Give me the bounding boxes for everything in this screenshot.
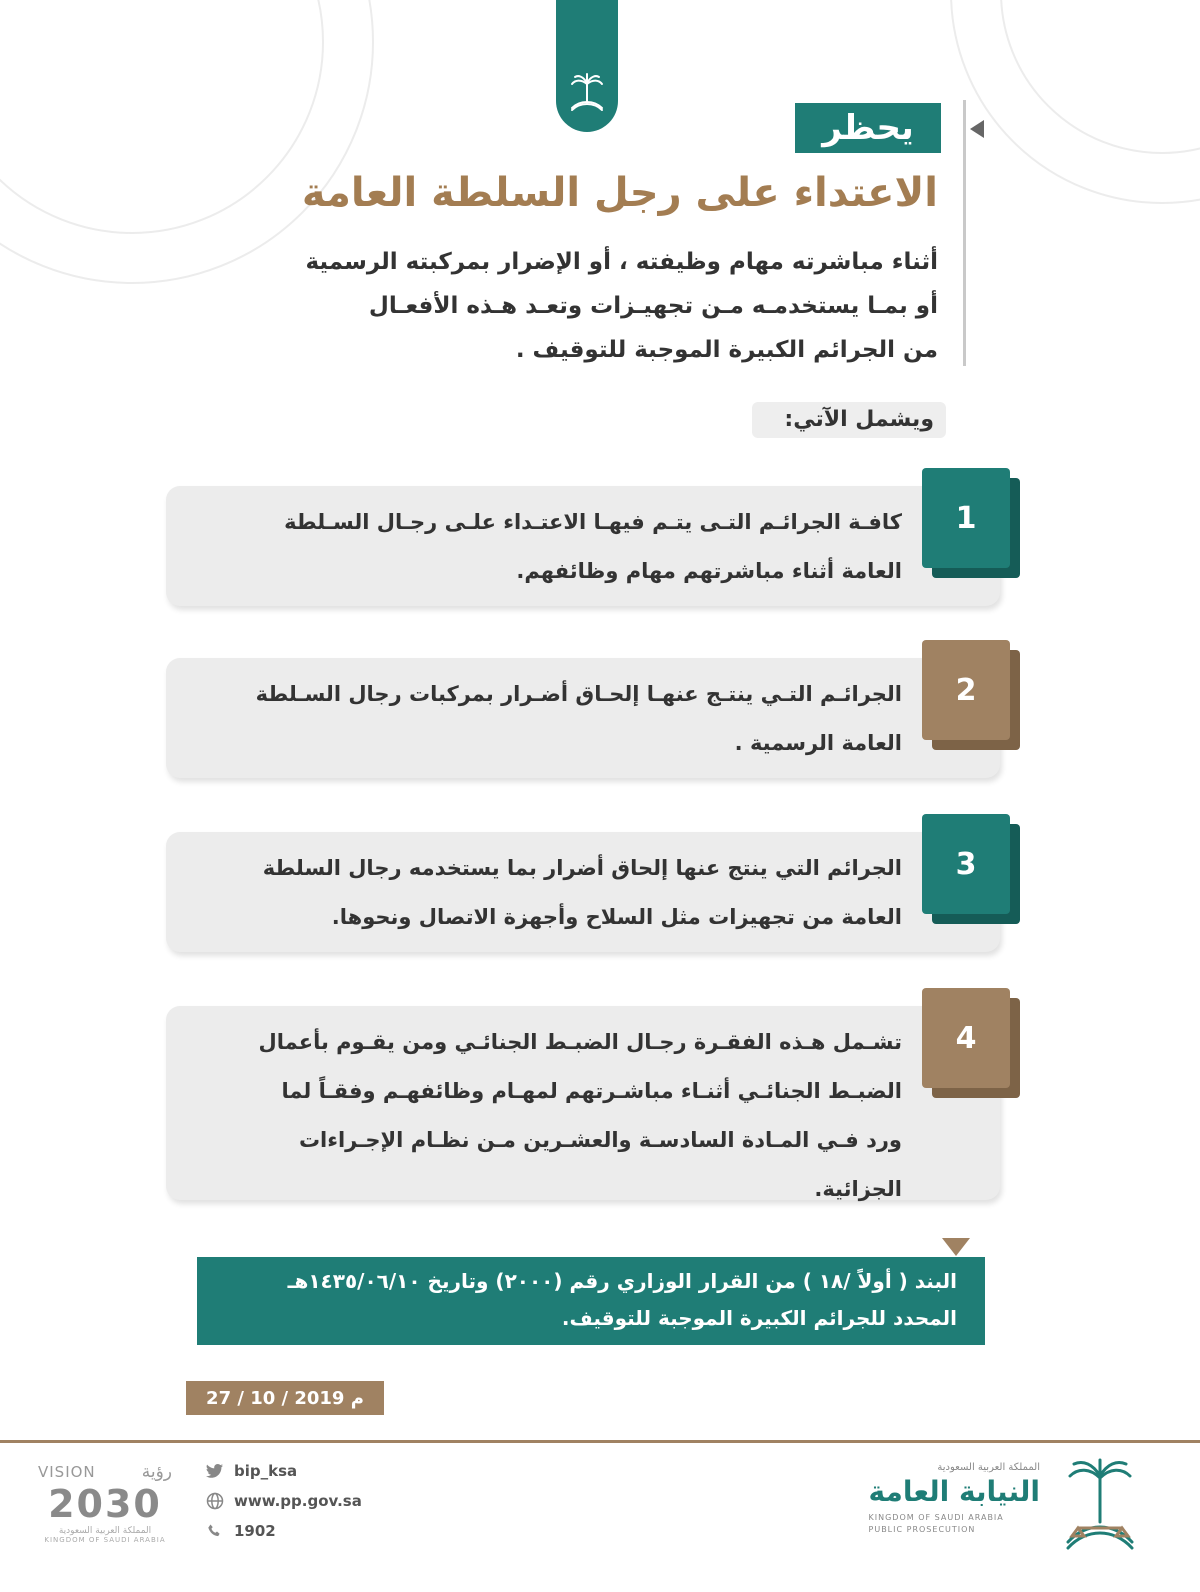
list-item <box>166 832 1000 952</box>
note-line: البند ( أولاً /١٨ ) من القرار الوزاري رقم (٢٠٠٠) وتاريخ ١٤٣٥/٠٦/١٠هـ <box>287 1269 957 1293</box>
item-line: الجرائم التي ينتج عنها إلحاق أضرار بما يستخدمه رجال السلطة <box>262 856 902 880</box>
palm-scales-emblem-icon <box>1058 1456 1142 1566</box>
vision-ar: رؤية <box>141 1462 172 1482</box>
vertical-divider <box>963 100 966 366</box>
agency-name-ar: النيابة العامة <box>868 1475 1040 1508</box>
vision-year: 2030 <box>48 1482 162 1526</box>
item-line: تشـمل هـذه الفقـرة رجـال الضبـط الجنائـي ومن يقـوم بأعمال <box>258 1030 902 1054</box>
twitter-handle: bip_ksa <box>234 1462 298 1480</box>
emblem-tab <box>556 0 618 132</box>
vision-kingdom-ar: المملكة العربية السعودية <box>58 1526 152 1536</box>
item-line: العامة من تجهيزات مثل السلاح وأجهزة الاتصال ونحوها. <box>331 905 902 929</box>
item-line: العامة أثناء مباشرتهم مهام وظائفهم. <box>516 559 902 583</box>
phone-contact[interactable] <box>206 1522 276 1540</box>
agency-name-block <box>869 1462 1040 1536</box>
agency-kingdom-ar: المملكة العربية السعودية <box>937 1462 1040 1473</box>
item-line: كافـة الجرائـم التـى يتـم فيهـا الاعتـداء علـى رجـال السـلطة <box>284 510 902 534</box>
item-line: الضبـط الجنائـي أثنـاء مباشـرتهم لمهـام وظائفهـم وفقـاً لما <box>281 1079 902 1103</box>
twitter-contact[interactable] <box>206 1462 297 1480</box>
item-text <box>194 498 902 596</box>
pointer-triangle-icon <box>970 120 984 138</box>
agency-name-en: PUBLIC PROSECUTION <box>868 1525 976 1534</box>
footer-divider <box>0 1440 1200 1443</box>
intro-text <box>198 240 938 372</box>
headline: الاعتداء على رجل السلطة العامة <box>301 170 938 216</box>
intro-line: أو بمـا يستخدمـه مـن تجهيـزات وتعـد هـذه الأفعـال <box>368 293 938 319</box>
phone-number: 1902 <box>234 1522 276 1540</box>
prohibit-label: يحظر <box>795 103 941 153</box>
website-contact[interactable] <box>206 1492 362 1510</box>
item-text <box>194 670 902 768</box>
item-line: الجزائية. <box>814 1177 902 1201</box>
palm-swords-emblem-icon <box>564 70 610 116</box>
list-item <box>166 486 1000 606</box>
phone-icon <box>206 1522 224 1540</box>
decor-circle <box>950 0 1200 204</box>
item-text <box>194 844 902 942</box>
number-badge: 1 <box>922 468 1010 568</box>
item-line: الجرائـم التـي ينتـج عنهـا إلحـاق أضـرار بمركبات رجال السـلطة <box>255 682 902 706</box>
includes-label: ويشمل الآتي: <box>752 402 946 438</box>
intro-line: من الجرائم الكبيرة الموجبة للتوقيف . <box>515 337 938 363</box>
website-url: www.pp.gov.sa <box>234 1492 362 1510</box>
vision-2030-logo <box>38 1462 172 1572</box>
number-badge: 2 <box>922 640 1010 740</box>
regulation-note <box>197 1257 985 1345</box>
twitter-icon <box>206 1462 224 1480</box>
list-item <box>166 1006 1000 1200</box>
item-text <box>194 1018 902 1214</box>
number-badge: 3 <box>922 814 1010 914</box>
intro-line: أثناء مباشرته مهام وظيفته ، أو الإضرار بمركبته الرسمية <box>305 249 938 275</box>
globe-icon <box>206 1492 224 1510</box>
down-triangle-icon <box>942 1238 970 1256</box>
item-line: العامة الرسمية . <box>734 731 902 755</box>
vision-kingdom-en: KINGDOM OF SAUDI ARABIA <box>44 1536 166 1544</box>
list-item <box>166 658 1000 778</box>
agency-kingdom-en: KINGDOM OF SAUDI ARABIA <box>868 1513 1004 1522</box>
item-line: ورد فـي المـادة السادسـة والعشـرين مـن نظـام الإجـراءات <box>298 1128 902 1152</box>
number-badge: 4 <box>922 988 1010 1088</box>
vision-en: VISION <box>38 1463 96 1481</box>
date-badge: 27 / 10 / 2019 م <box>186 1381 384 1415</box>
note-line: المحدد للجرائم الكبيرة الموجبة للتوقيف. <box>561 1306 957 1330</box>
